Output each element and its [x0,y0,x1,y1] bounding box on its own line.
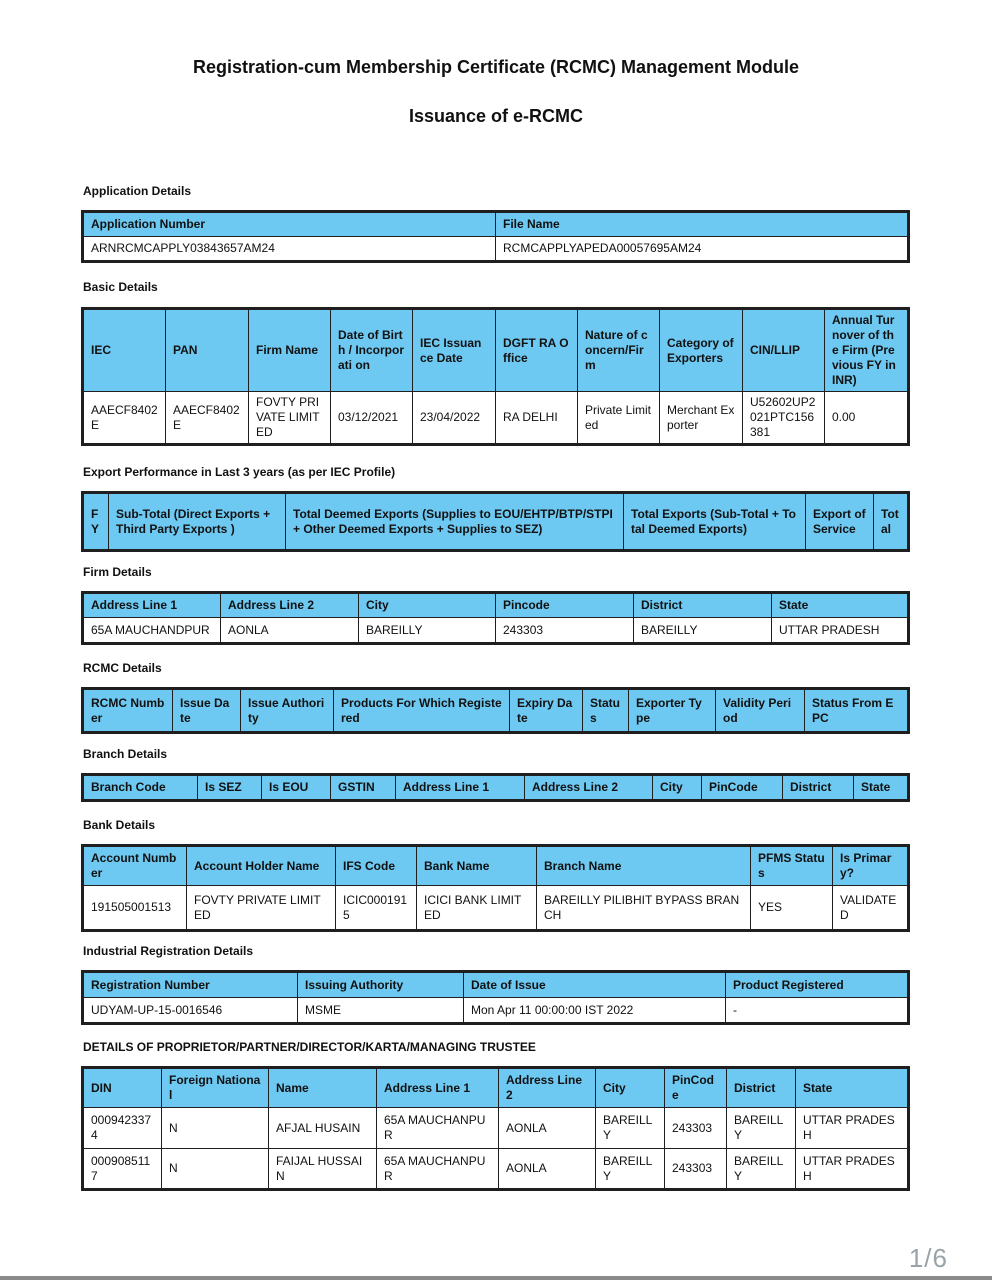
header-file-name: File Name [496,212,909,237]
header-state: State [772,593,909,618]
application-number-value: ARNRCMCAPPLY03843657AM24 [83,237,496,262]
section-bank-title: Bank Details [83,818,156,832]
industrial-registration-table [81,970,910,1025]
section-branch-title: Branch Details [83,747,168,761]
section-firm-title: Firm Details [83,565,152,579]
iec-issuance-date-value: 23/04/2022 [413,392,496,445]
bank-details-table [81,844,910,932]
header-address-line-1: Address Line 1 [83,593,221,618]
scroll-track[interactable] [0,1276,992,1280]
header-is-sez: Is SEZ [198,775,262,801]
foreign-national-value: N [162,1149,269,1190]
iec-value: AAECF8402 E [83,392,166,445]
dgft-ra-office-value: RA DELHI [496,392,578,445]
header-annual-turnover: Annual Turnover of the Firm (Previous FY in INR) [825,309,909,392]
section-industrial-title: Industrial Registration Details [83,944,254,958]
header-iec-issuance-date: IEC Issuance Date [413,309,496,392]
page-indicator: 1/6 [908,1243,948,1273]
name-value: AFJAL HUSAIN [269,1108,377,1149]
header-export-of-service: Export of Service [806,493,874,551]
firm-state-value: UTTAR PRADESH [772,618,909,644]
issuing-authority-value: MSME [298,998,464,1024]
header-rcmc-number: RCMC Number [83,689,173,733]
section-basic-title: Basic Details [83,280,158,294]
header-foreign-national: Foreign National [162,1068,269,1108]
header-prop-pincode: PinCod e [665,1068,727,1108]
address-line-1-value: 65A MAUCHANPUR [377,1149,499,1190]
header-prop-city: City [596,1068,665,1108]
header-branch-state: State [854,775,909,801]
header-address-line-2: Address Line 2 [221,593,359,618]
address-line-2-value: AONLA [499,1108,596,1149]
pincode-value: 243303 [665,1108,727,1149]
header-product-registered: Product Registered [726,972,909,998]
din-value: 000908511 7 [83,1149,162,1190]
header-category-of-exporters: Category of Exporters [660,309,743,392]
header-bank-name: Bank Name [417,846,537,886]
header-pan: PAN [166,309,249,392]
header-prop-state: State [796,1068,909,1108]
export-performance-table [81,491,910,552]
header-products-registered: Products For Which Registered [334,689,510,733]
header-ifs-code: IFS Code [336,846,417,886]
nature-of-concern-value: Private Limited [578,392,660,445]
header-status: Statu s [583,689,629,733]
firm-address-line-2-value: AONLA [221,618,359,644]
header-district: District [634,593,772,618]
header-branch-district: District [783,775,854,801]
header-fy: F Y [83,493,109,551]
header-pfms-status: PFMS Status [751,846,833,886]
header-pincode: Pincode [496,593,634,618]
header-issuing-authority: Issuing Authority [298,972,464,998]
header-branch-city: City [653,775,702,801]
header-total: Tot al [874,493,909,551]
registration-number-value: UDYAM-UP-15-0016546 [83,998,298,1024]
header-iec: IEC [83,309,166,392]
ifs-code-value: ICIC000191 5 [336,886,417,931]
header-prop-address-line-1: Address Line 1 [377,1068,499,1108]
header-sub-total: Sub-Total (Direct Exports + Third Party Exports ) [109,493,286,551]
header-registration-number: Registration Number [83,972,298,998]
address-line-1-value: 65A MAUCHANPUR [377,1108,499,1149]
page-subtitle: Issuance of e-RCMC [408,106,584,126]
application-table [81,210,910,263]
account-holder-name-value: FOVTY PRIVATE LIMITED [187,886,336,931]
pincode-value: 243303 [665,1149,727,1190]
header-cin-llip: CIN/LLIP [743,309,825,392]
branch-name-value: BAREILLY PILIBHIT BYPASS BRANCH [537,886,751,931]
header-application-number: Application Number [83,212,496,237]
header-prop-district: District [727,1068,796,1108]
basic-details-table [81,307,910,446]
header-branch-pincode: PinCode [702,775,783,801]
header-total-exports: Total Exports (Sub-Total + Total Deemed Exports) [624,493,806,551]
firm-address-line-1-value: 65A MAUCHANDPUR [83,618,221,644]
header-city: City [359,593,496,618]
section-export-title: Export Performance in Last 3 years (as per IEC Profile) [83,465,396,479]
table-row [83,1149,909,1190]
cin-llip-value: U52602UP2 021PTC156 381 [743,392,825,445]
category-of-exporters-value: Merchant Exporter [660,392,743,445]
state-value: UTTAR PRADESH [796,1149,909,1190]
header-validity-period: Validity Period [716,689,805,733]
section-rcmc-title: RCMC Details [83,661,162,675]
table-row [83,1108,909,1149]
account-number-value: 191505001513 [83,886,187,931]
city-value: BAREILL Y [596,1108,665,1149]
pfms-status-value: YES [751,886,833,931]
header-branch-name: Branch Name [537,846,751,886]
firm-city-value: BAREILLY [359,618,496,644]
file-name-value: RCMCAPPLYAPEDA00057695AM24 [496,237,909,262]
header-dgft-ra-office: DGFT RA Office [496,309,578,392]
product-registered-value: - [726,998,909,1024]
header-prop-address-line-2: Address Line 2 [499,1068,596,1108]
city-value: BAREILL Y [596,1149,665,1190]
rcmc-details-table [81,687,910,734]
header-issue-authority: Issue Authority [241,689,334,733]
header-branch-address-line-1: Address Line 1 [396,775,525,801]
section-proprietor-title: DETAILS OF PROPRIETOR/PARTNER/DIRECTOR/KARTA/MANAGING TRUSTEE [83,1040,536,1054]
firm-district-value: BAREILLY [634,618,772,644]
header-date-of-issue: Date of Issue [464,972,726,998]
bank-name-value: ICICI BANK LIMITED [417,886,537,931]
header-name: Name [269,1068,377,1108]
header-branch-address-line-2: Address Line 2 [525,775,653,801]
header-expiry-date: Expiry Date [510,689,583,733]
header-gstin: GSTIN [331,775,396,801]
firm-name-value: FOVTY PRIVATE LIMITED [249,392,331,445]
firm-pincode-value: 243303 [496,618,634,644]
header-exporter-type: Exporter Type [629,689,716,733]
din-value: 000942337 4 [83,1108,162,1149]
state-value: UTTAR PRADESH [796,1108,909,1149]
annual-turnover-value: 0.00 [825,392,909,445]
header-account-holder-name: Account Holder Name [187,846,336,886]
district-value: BAREILL Y [727,1108,796,1149]
header-status-from-epc: Status From EPC [805,689,909,733]
firm-details-table [81,591,910,645]
header-total-deemed-exports: Total Deemed Exports (Supplies to EOU/EHTP/BTP/STPI + Other Deemed Exports + Supplies to SEZ) [286,493,624,551]
date-of-birth-value: 03/12/2021 [331,392,413,445]
proprietor-details-table [81,1066,910,1191]
header-issue-date: Issue Date [173,689,241,733]
is-primary-value: VALIDATE D [833,886,909,931]
district-value: BAREILL Y [727,1149,796,1190]
header-din: DIN [83,1068,162,1108]
foreign-national-value: N [162,1108,269,1149]
header-is-primary: Is Primary? [833,846,909,886]
header-firm-name: Firm Name [249,309,331,392]
page-title: Registration-cum Membership Certificate (RCMC) Management Module [192,57,800,77]
address-line-2-value: AONLA [499,1149,596,1190]
header-account-number: Account Number [83,846,187,886]
date-of-issue-value: Mon Apr 11 00:00:00 IST 2022 [464,998,726,1024]
pan-value: AAECF8402 E [166,392,249,445]
header-date-of-birth: Date of Birth / Incorporati on [331,309,413,392]
name-value: FAIJAL HUSSAIN [269,1149,377,1190]
header-branch-code: Branch Code [83,775,198,801]
header-nature-of-concern: Nature of concern/Fir m [578,309,660,392]
header-is-eou: Is EOU [262,775,331,801]
section-application-title: Application Details [83,184,192,198]
branch-details-table [81,773,910,802]
